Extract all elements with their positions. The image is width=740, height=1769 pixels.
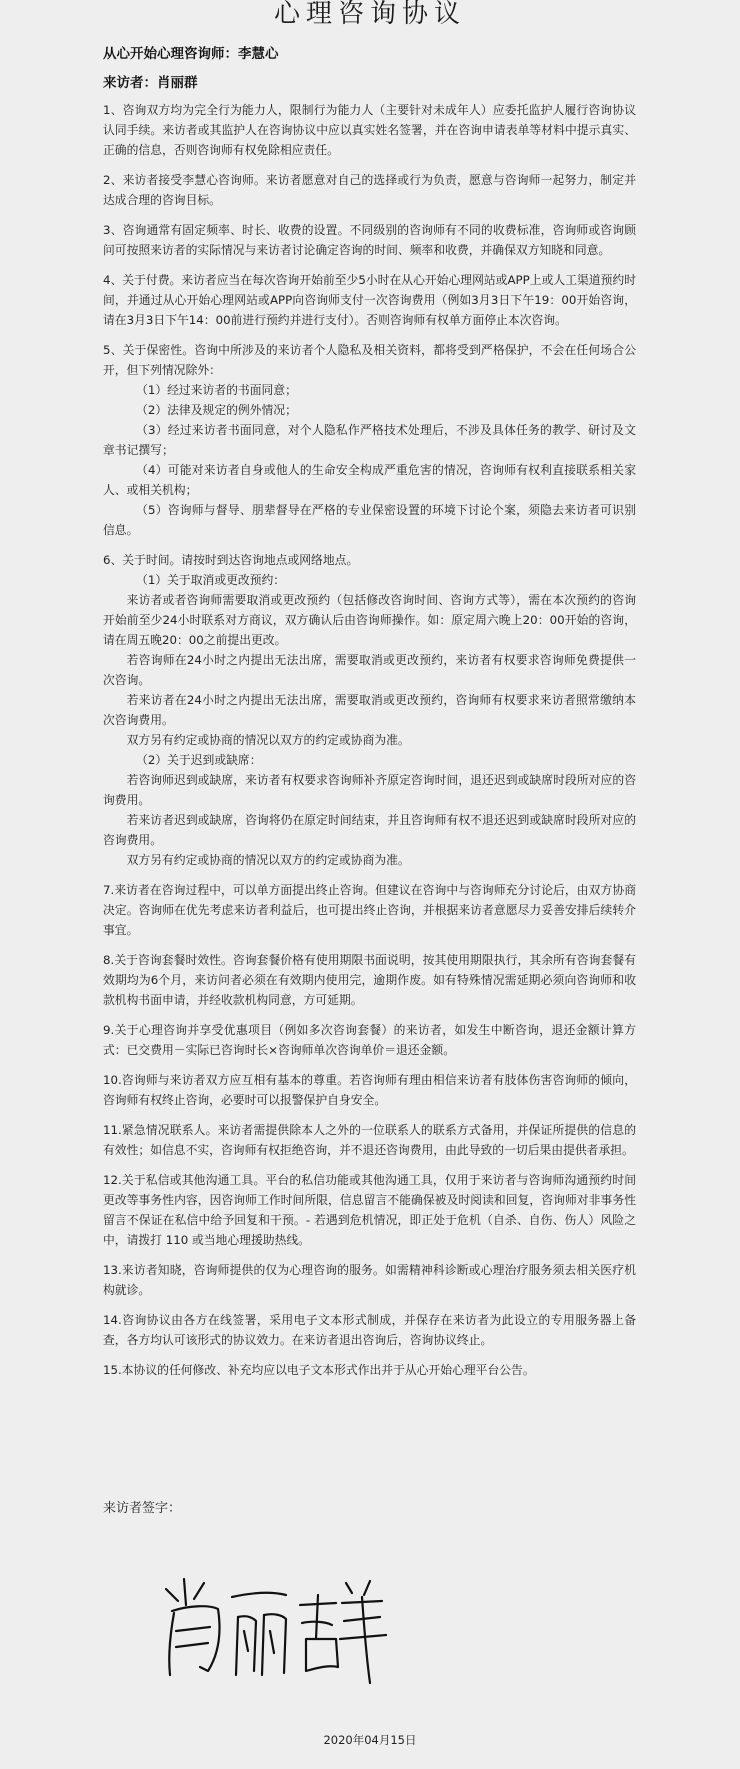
clause-9 [103, 1020, 636, 1060]
clause-sub-item: （3）经过来访者书面同意，对个人隐私作严格技术处理后，不涉及具体任务的教学、研讨及文章书记撰写； [103, 423, 636, 457]
clause-1 [103, 100, 636, 160]
clause-text: 14.咨询协议由各方在线签署，采用电子文本形式制成，并保存在来访者为此设立的专用服务器上备查，各方均认可该形式的协议效力。在来访者退出咨询后，咨询协议终止。 [103, 1313, 636, 1347]
clause-3 [103, 220, 636, 260]
clause-sub-item: 若咨询师在24小时之内提出无法出席，需要取消或更改预约，来访者有权要求咨询师免费提供一次咨询。 [103, 653, 636, 687]
clause-text: 6、关于时间。请按时到达咨询地点或网络地点。 [103, 553, 359, 567]
signing-date: 2020年04月15日 [323, 1733, 417, 1747]
clause-2 [103, 170, 636, 210]
clause-7 [103, 880, 636, 940]
clause-sub-item: （1）关于取消或更改预约： [136, 573, 286, 587]
clause-sub-item: 若来访者迟到或缺席，咨询将仍在原定时间结束，并且咨询师有权不退还迟到或缺席时段所对应的咨询费用。 [103, 813, 636, 847]
clause-13 [103, 1260, 636, 1300]
clause-sub-item: 若咨询师迟到或缺席，来访者有权要求咨询师补齐原定咨询时间，退还迟到或缺席时段所对应的咨询费用。 [103, 773, 636, 807]
clause-text: 1、咨询双方均为完全行为能力人，限制行为能力人（主要针对未成年人）应委托监护人履行咨询协议认同手续。来访者或其监护人在咨询协议中应以真实姓名签署，并在咨询申请表单等材料中提示真实、正确的信息，否则咨询师有权免除相应责任。 [103, 103, 636, 157]
clause-text: 8.关于咨询套餐时效性。咨询套餐价格有使用期限书面说明，按其使用期限执行，其余所有咨询套餐有效期均为6个月，来访问者必须在有效期内使用完，逾期作废。如有特殊情况需延期必须向咨询师和收款机构书面申请，并经收款机构同意，方可延期。 [103, 953, 636, 1007]
clause-sub-item: （1）经过来访者的书面同意； [136, 383, 297, 397]
clause-text: 4、关于付费。来访者应当在每次咨询开始前至少5小时在从心开始心理网站或APP上或人工渠道预约时间，并通过从心开始心理网站或APP向咨询师支付一次咨询费用（例如3月3日下午19：00开始咨询，请在3月3日下午14：00前进行预约并进行支付）。否则咨询师有权单方面停止本次咨询。 [103, 273, 636, 327]
clause-text: 7.来访者在咨询过程中，可以单方面提出终止咨询。但建议在咨询中与咨询师充分讨论后，由双方协商决定。咨询师在优先考虑来访者利益后，也可提出终止咨询，并根据来访者意愿尽力妥善安排后续转介事宜。 [103, 883, 636, 937]
clause-sub-item: （4）可能对来访者自身或他人的生命安全构成严重危害的情况，咨询师有权利直接联系相关家人、或相关机构； [103, 463, 636, 497]
client-line: 来访者：肖丽群 [103, 75, 198, 91]
clause-text: 15.本协议的任何修改、补充均应以电子文本形式作出并于从心开始心理平台公告。 [103, 1363, 535, 1377]
clause-text: 12.关于私信或其他沟通工具。平台的私信功能或其他沟通工具，仅用于来访者与咨询师沟通预约时间更改等事务性内容，因咨询师工作时间所限，信息留言不能确保被及时阅读和回复，咨询师对非事务性留言不保证在私信中给予回复和干预。- 若遇到危机情况，即正处于危机（自杀、自伤、伤人）风险之中，请拨打 110 或当地心理援助热线。 [103, 1173, 636, 1247]
document-title: 心理咨询协议 [273, 0, 466, 29]
clause-sub-item: 双方另有约定或协商的情况以双方的约定或协商为准。 [126, 853, 410, 867]
handwritten-signature [160, 1575, 440, 1685]
clause-12 [103, 1170, 636, 1250]
clause-sub-item: （5）咨询师与督导、朋辈督导在严格的专业保密设置的环境下讨论个案，须隐去来访者可识别信息。 [103, 503, 636, 537]
clause-text: 5、关于保密性。咨询中所涉及的来访者个人隐私及相关资料，都将受到严格保护，不会在任何场合公开，但下列情况除外： [103, 343, 636, 377]
clause-5 [103, 340, 636, 540]
clause-text: 13.来访者知晓，咨询师提供的仅为心理咨询的服务。如需精神科诊断或心理治疗服务须去相关医疗机构就诊。 [103, 1263, 636, 1297]
clause-sub-item: 双方另有约定或协商的情况以双方的约定或协商为准。 [126, 733, 410, 747]
clause-4 [103, 270, 636, 330]
clause-text: 10.咨询师与来访者双方应互相有基本的尊重。若咨询师有理由相信来访者有肢体伤害咨询师的倾向，咨询师有权终止咨询，必要时可以报警保护自身安全。 [103, 1073, 636, 1107]
clause-10 [103, 1070, 636, 1110]
clause-sub-item: 若来访者在24小时之内提出无法出席，需要取消或更改预约，咨询师有权要求来访者照常缴纳本次咨询费用。 [103, 693, 636, 727]
clause-text: 3、咨询通常有固定频率、时长、收费的设置。不同级别的咨询师有不同的收费标准，咨询师或咨询顾问可按照来访者的实际情况与来访者讨论确定咨询的时间、频率和收费，并确保双方知晓和同意。 [103, 223, 636, 257]
clause-11 [103, 1120, 636, 1160]
counselor-line: 从心开始心理咨询师：李慧心 [103, 46, 279, 62]
signature-label: 来访者签字： [103, 1501, 182, 1516]
agreement-clauses [103, 100, 636, 1390]
clause-sub-item: （2）法律及规定的例外情况； [136, 403, 297, 417]
clause-sub-item: （2）关于迟到或缺席： [136, 753, 262, 767]
clause-14 [103, 1310, 636, 1350]
clause-text: 2、来访者接受李慧心咨询师。来访者愿意对自己的选择或行为负责，愿意与咨询师一起努力，制定并达成合理的咨询目标。 [103, 173, 636, 207]
clause-sub-item: 来访者或者咨询师需要取消或更改预约（包括修改咨询时间、咨询方式等），需在本次预约的咨询开始前至少24小时联系对方商议，双方确认后由咨询师操作。如：原定周六晚上20：00开始的咨询，请在周五晚20：00之前提出更改。 [103, 593, 636, 647]
clause-15 [103, 1360, 636, 1380]
clause-text: 11.紧急情况联系人。来访者需提供除本人之外的一位联系人的联系方式备用，并保证所提供的信息的有效性；如信息不实，咨询师有权拒绝咨询，并不退还咨询费用，由此导致的一切后果由提供者承担。 [103, 1123, 636, 1157]
clause-6 [103, 550, 636, 870]
clause-8 [103, 950, 636, 1010]
clause-text: 9.关于心理咨询并享受优惠项目（例如多次咨询套餐）的来访者，如发生中断咨询，退还金额计算方式：已交费用－实际已咨询时长×咨询师单次咨询单价＝退还金额。 [103, 1023, 636, 1057]
